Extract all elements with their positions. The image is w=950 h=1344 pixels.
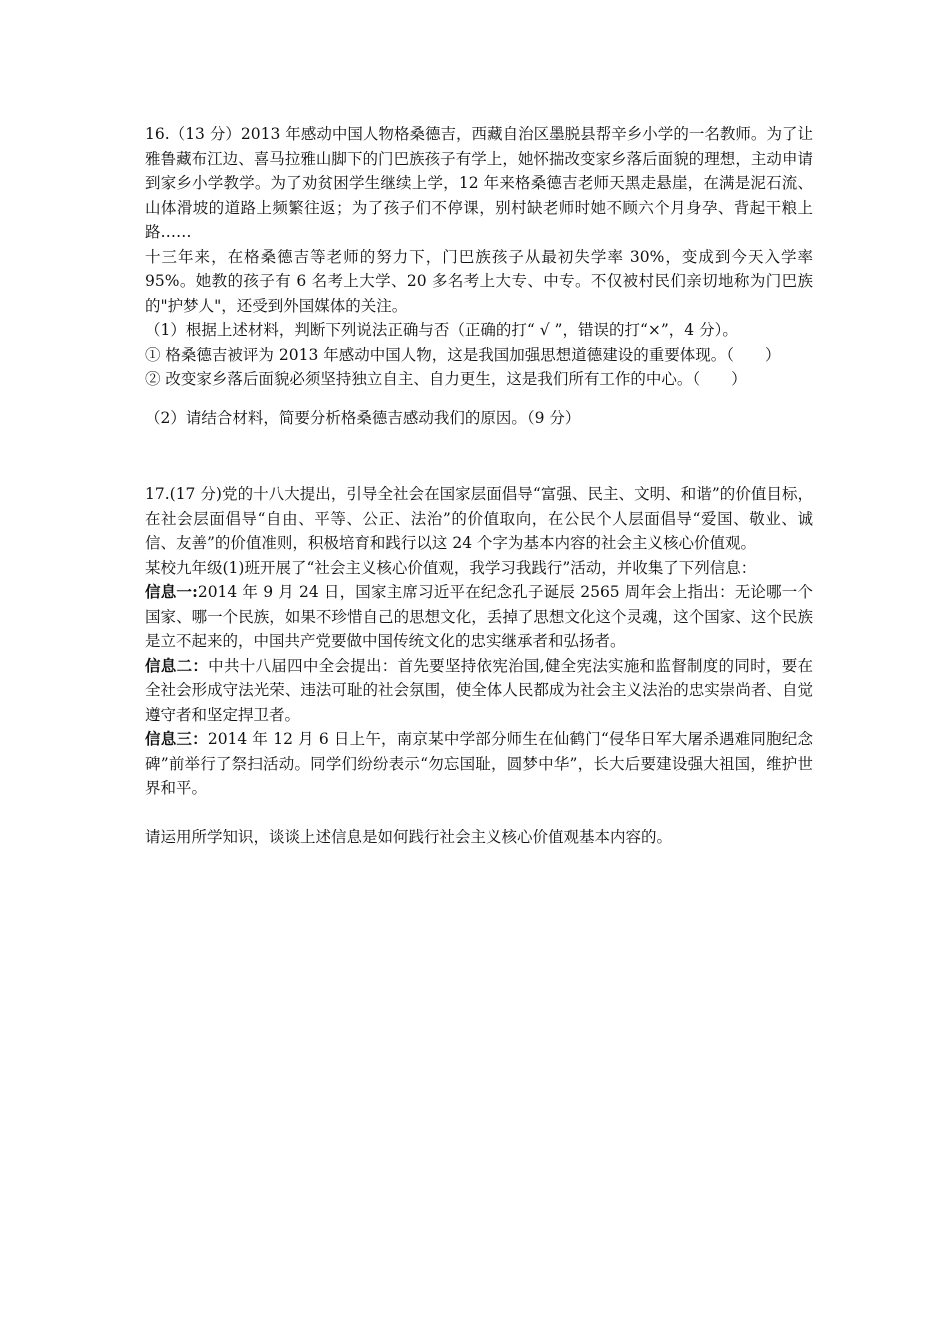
q17-info-3 <box>145 727 813 801</box>
q16-subquestion-2: （2）请结合材料，简要分析格桑德吉感动我们的原因。（9 分） <box>145 408 581 427</box>
q17-activity: 某校九年级(1)班开展了“社会主义核心价值观，我学习我践行”活动，并收集了下列信息： <box>145 558 757 577</box>
q16-subquestion-1: （1）根据上述材料，判断下列说法正确与否（正确的打“ √ ”，错误的打“×”，4 分）。 <box>145 321 738 339</box>
info-1-text: 2014 年 9 月 24 日，国家主席习近平在纪念孔子诞辰 2565 周年会上指出：无论哪一个国家、哪一个民族，如果不珍惜自己的思想文化，丢掉了思想文化这个灵魂，这个国家、这个民族是立不起来的，中国共产党要做中国传统文化的忠实继承者和弘扬者。 <box>145 583 813 650</box>
q17-info-1 <box>145 580 813 654</box>
q17-question: 请运用所学知识，谈谈上述信息是如何践行社会主义核心价值观基本内容的。 <box>145 827 673 846</box>
answer-space-16 <box>145 430 813 482</box>
info-2-label: 信息二： <box>145 655 209 675</box>
q17-intro: 17.(17 分)党的十八大提出，引导全社会在国家层面倡导“富强、民主、文明、和谐”的价值目标，在社会层面倡导“自由、平等、公正、法治”的价值取向，在公民个人层面倡导“爱国、敬业、诚信、友善”的价值准则，积极培育和践行以这 24 个字为基本内容的社会主义核心价值观。 <box>145 485 813 552</box>
q16-material: 十三年来，在格桑德吉等老师的努力下，门巴族孩子从最初失学率 30%，变成到今天入学率 95%。她教的孩子有 6 名考上大学、20 多名考上大专、中专。不仅被村民们亲切地称为门巴族的"护梦人"，还受到外国媒体的关注。 <box>145 247 813 315</box>
q16-judgement-item-2: ② 改变家乡落后面貌必须坚持独立自主、自力更生，这是我们所有工作的中心。（ ） <box>145 370 747 388</box>
q16-judgement-item-1: ① 格桑德吉被评为 2013 年感动中国人物，这是我国加强思想道德建设的重要体现。（ ） <box>145 345 781 364</box>
question-16 <box>145 122 813 430</box>
info-1-label: 信息一: <box>145 582 198 601</box>
question-17 <box>145 482 813 849</box>
info-3-text: 2014 年 12 月 6 日上午，南京某中学部分师生在仙鹤门“侵华日军大屠杀遇难同胞纪念碑”前举行了祭扫活动。同学们纷纷表示“勿忘国耻，圆梦中华”，长大后要建设强大祖国，维护世界和平。 <box>145 730 813 797</box>
info-2-text: 中共十八届四中全会提出：首先要坚持依宪治国,健全宪法实施和监督制度的同时，要在全社会形成守法光荣、违法可耻的社会氛围，使全体人民都成为社会主义法治的忠实崇尚者、自觉遵守者和坚定捍卫者。 <box>145 656 813 724</box>
answer-gap <box>145 392 813 406</box>
q16-intro: 16.（13 分）2013 年感动中国人物格桑德吉，西藏自治区墨脱县帮辛乡小学的一名教师。为了让雅鲁藏布江边、喜马拉雅山脚下的门巴族孩子有学上，她怀揣改变家乡落后面貌的理想，主动申请到家乡小学教学。为了劝贫困学生继续上学，12 年来格桑德吉老师天黑走悬崖，在满是泥石流、山体滑坡的道路上频繁往返；为了孩子们不停课，别村缺老师时她不顾六个月身孕、背起干粮上路…… <box>145 125 813 241</box>
info-3-label: 信息三： <box>145 729 208 748</box>
q17-info-2 <box>145 654 813 728</box>
answer-gap <box>145 801 813 825</box>
document-page <box>145 122 813 849</box>
